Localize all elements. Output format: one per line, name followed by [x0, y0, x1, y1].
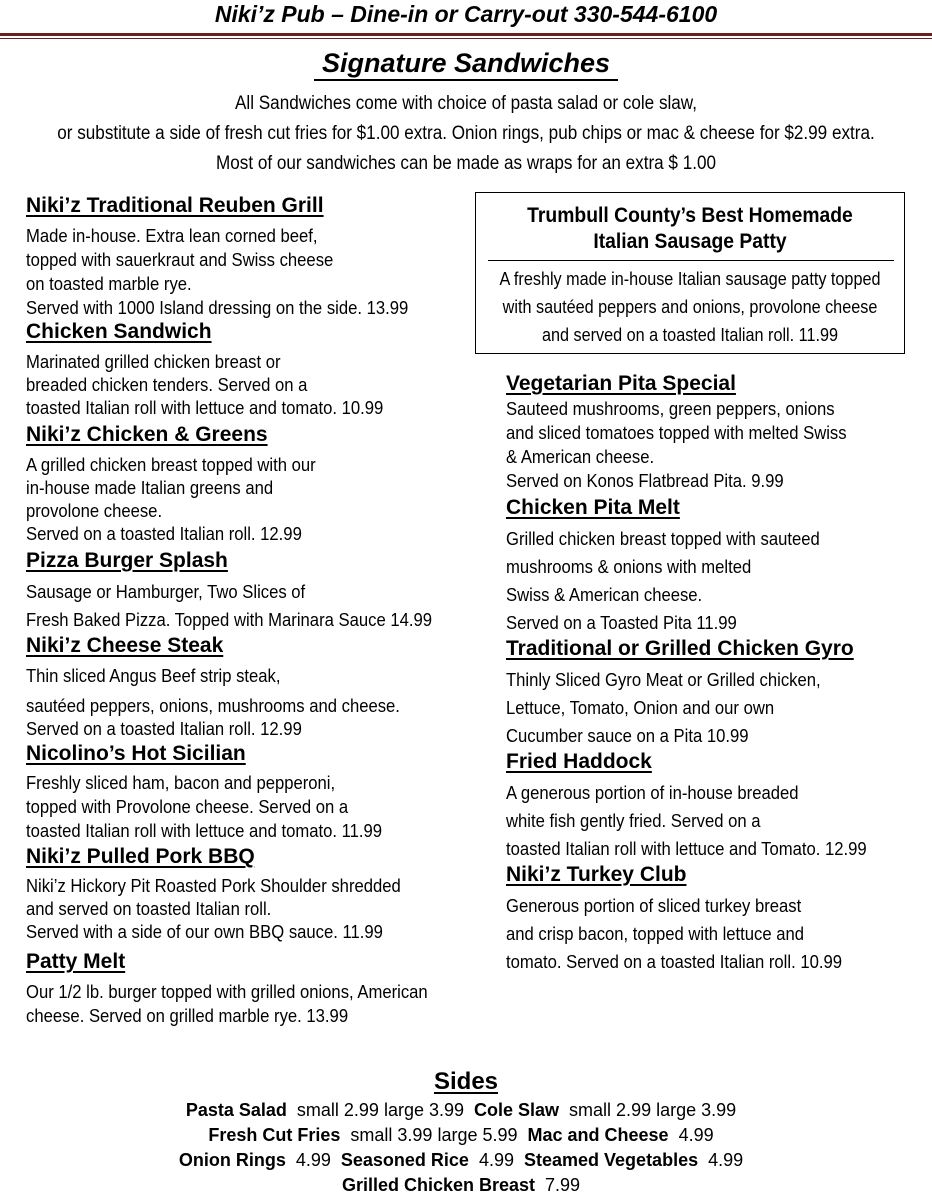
sides-row [0, 1098, 932, 1123]
menu-item-description: Thinly Sliced Gyro Meat or Grilled chicken, Lettuce, Tomato, Onion and our own Cucumber sauce on a Pita 10.99 [506, 669, 821, 746]
menu-item-description: Thin sliced Angus Beef strip steak, sautéed peppers, onions, mushrooms and cheese. Served on a toasted Italian roll. 12.99 [26, 665, 400, 739]
side-price: 7.99 [545, 1175, 581, 1195]
featured-description: A freshly made in-house Italian sausage patty topped with sautéed peppers and onions, provolone cheese and served on a toasted Italian roll. 11.99 [499, 269, 881, 345]
side-name: Seasoned Rice [340, 1150, 469, 1170]
side-name: Mac and Cheese [527, 1125, 669, 1145]
menu-item-name: Pizza Burger Splash [26, 549, 228, 572]
menu-item-name: Niki’z Turkey Club [506, 863, 687, 886]
featured-title: Trumbull County’s Best Homemade Italian Sausage Patty [527, 204, 853, 253]
menu-item-name: Chicken Pita Melt [506, 496, 680, 519]
section-title: Signature Sandwiches [0, 47, 932, 79]
menu-item-description: Marinated grilled chicken breast or breaded chicken tenders. Served on a toasted Italian roll with lettuce and tomato. 10.99 [26, 351, 384, 418]
menu-item-description: Our 1/2 lb. burger topped with grilled onions, American cheese. Served on grilled marble rye. 13.99 [26, 981, 428, 1026]
side-name: Fresh Cut Fries [208, 1125, 341, 1145]
menu-item-description: Niki’z Hickory Pit Roasted Pork Shoulder shredded and served on toasted Italian roll. Served with a side of our own BBQ sauce. 11.99 [26, 875, 401, 942]
menu-header: Niki’z Pub – Dine-in or Carry-out 330-544-6100 [214, 1, 718, 27]
featured-divider [488, 260, 894, 261]
side-price: small 3.99 large 5.99 [350, 1125, 518, 1145]
menu-item-name: Traditional or Grilled Chicken Gyro [506, 637, 854, 660]
menu-item-name: Vegetarian Pita Special [506, 372, 736, 395]
side-price: 4.99 [678, 1125, 714, 1145]
header-divider-thin [0, 38, 932, 39]
menu-item-name: Niki’z Pulled Pork BBQ [26, 845, 255, 868]
menu-item-description: Grilled chicken breast topped with sauteed mushrooms & onions with melted Swiss & American cheese. Served on a Toasted Pita 11.99 [506, 528, 820, 633]
menu-item-description: Generous portion of sliced turkey breast and crisp bacon, topped with lettuce and tomato. Served on a toasted Italian roll. 10.99 [506, 895, 842, 972]
menu-item-description: Sausage or Hamburger, Two Slices of Fresh Baked Pizza. Topped with Marinara Sauce 14.99 [26, 581, 432, 630]
header-divider [0, 33, 932, 36]
sides-title: Sides [433, 1068, 499, 1095]
side-price: small 2.99 large 3.99 [296, 1100, 465, 1120]
menu-item-name: Fried Haddock [506, 750, 652, 773]
menu-item-name: Patty Melt [26, 950, 126, 973]
intro-line-1: All Sandwiches come with choice of pasta salad or cole slaw, [235, 93, 697, 114]
side-name: Onion Rings [178, 1150, 286, 1170]
menu-item-description: A grilled chicken breast topped with our in-house made Italian greens and provolone cheese. Served on a toasted Italian roll. 12.99 [26, 454, 316, 544]
menu-item-name: Nicolino’s Hot Sicilian [26, 742, 246, 765]
side-price: 4.99 [295, 1150, 331, 1170]
menu-item-name: Chicken Sandwich [26, 320, 212, 343]
side-price: 4.99 [478, 1150, 514, 1170]
menu-item-name: Niki’z Chicken & Greens [26, 423, 268, 446]
menu-item-name: Niki’z Cheese Steak [26, 634, 224, 657]
sides-row [0, 1123, 932, 1148]
featured-box [475, 192, 905, 354]
menu-item-description: Sauteed mushrooms, green peppers, onions and sliced tomatoes topped with melted Swiss & American cheese. Served on Konos Flatbread Pita. 9.99 [506, 398, 847, 491]
intro-line-2: or substitute a side of fresh cut fries for $1.00 extra. Onion rings, pub chips or mac & cheese for $2.99 extra. [57, 123, 875, 144]
menu-item-description: Freshly sliced ham, bacon and pepperoni, topped with Provolone cheese. Served on a toasted Italian roll with lettuce and tomato. 11.99 [26, 772, 383, 841]
side-name: Cole Slaw [474, 1100, 560, 1120]
side-name: Pasta Salad [185, 1100, 287, 1120]
sides-row [0, 1173, 932, 1198]
side-name: Grilled Chicken Breast [341, 1175, 536, 1195]
menu-item-description: A generous portion of in-house breaded white fish gently fried. Served on a toasted Italian roll with lettuce and Tomato. 12.99 [506, 782, 867, 859]
intro-line-3: Most of our sandwiches can be made as wraps for an extra $ 1.00 [216, 153, 716, 174]
menu-item-name: Niki’z Traditional Reuben Grill [26, 194, 324, 217]
side-name: Steamed Vegetables [524, 1150, 699, 1170]
side-price: small 2.99 large 3.99 [569, 1100, 737, 1120]
sides-row [0, 1148, 932, 1173]
side-price: 4.99 [708, 1150, 744, 1170]
menu-item-description: Made in-house. Extra lean corned beef, topped with sauerkraut and Swiss cheese on toasted marble rye. Served with 1000 Island dressing on the side. 13.99 [26, 225, 409, 318]
